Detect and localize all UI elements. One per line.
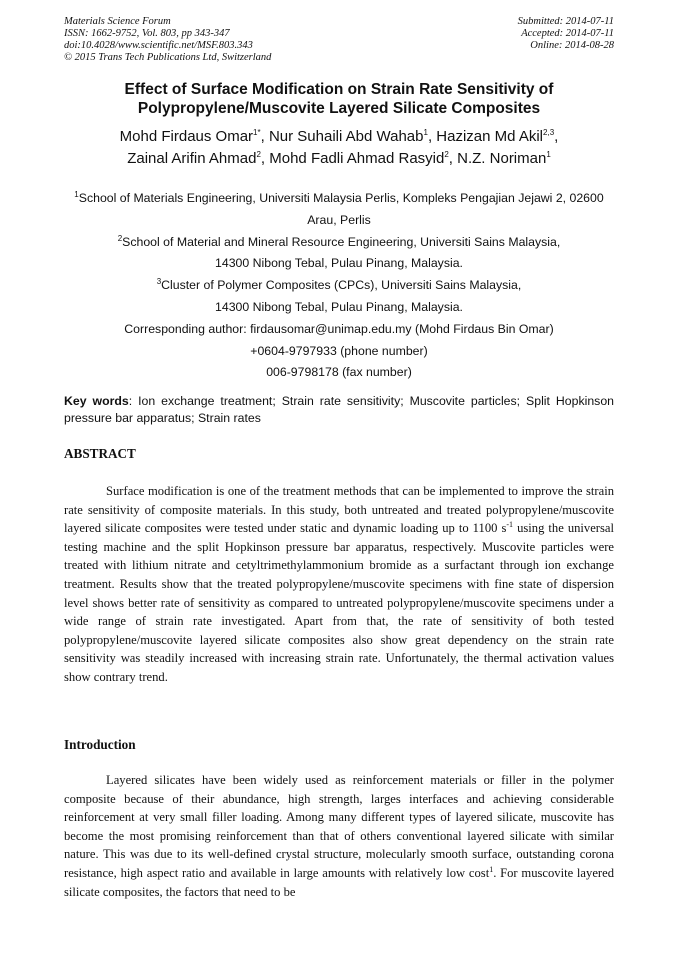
author-sep: , — [260, 150, 270, 167]
abstract-sup: -1 — [506, 520, 514, 529]
author-line — [64, 126, 614, 148]
affiliations — [64, 188, 614, 384]
author-name: Nur Suhaili Abd Wahab — [268, 128, 424, 145]
affiliation-line: 14300 Nibong Tebal, Pulau Pinang, Malaysia. — [215, 256, 463, 271]
author-name: N.Z. Noriman — [457, 150, 547, 167]
author-name: Mohd Firdaus Omar — [119, 128, 254, 145]
journal-info — [64, 16, 271, 64]
accepted-date: Accepted: 2014-07-11 — [521, 28, 614, 39]
doi-line: doi:10.4028/www.scientific.net/MSF.803.343 — [64, 40, 253, 51]
author-sup: 1* — [253, 128, 261, 137]
author-sep: , — [554, 128, 559, 145]
affiliation-text: School of Material and Mineral Resource Engineering, Universiti Sains Malaysia, — [122, 234, 561, 249]
abstract-text: using the universal testing machine and the split Hopkinson pressure bar apparatus, respectively. Muscovite particles were treated with lithium nitrate and cetyltrimethylammonium bromide as a surfactant through ion exchange treatment. Results show that the treated polypropylene/muscovite specimens with fine state of dispersion level shows better rate of sensitivity as compared to untreated polypropylene/muscovite specimens under a wide range of strain rate investigated. Apart from that, the rate of sensitivity of both tested polypropylene/muscovite layered silicate composites also show great dependency on the strain rate sensitivity was steadily increased with increasing strain rate. Unfortunately, the thermal activation values show contrary trend. — [64, 521, 614, 684]
author-sup: 2 — [256, 150, 261, 159]
author-sep: , — [427, 128, 437, 145]
submitted-date: Submitted: 2014-07-11 — [517, 16, 614, 27]
abstract-heading: ABSTRACT — [64, 446, 136, 461]
affiliation-line: Arau, Perlis — [307, 212, 371, 227]
affiliation-line — [64, 188, 614, 210]
author-name: Hazizan Md Akil — [436, 128, 544, 145]
introduction-body — [64, 771, 614, 901]
affiliation-sup: 3 — [156, 277, 162, 287]
submission-dates — [518, 16, 614, 52]
corresponding-author: Corresponding author: firdausomar@unimap.edu.my (Mohd Firdaus Bin Omar) — [124, 321, 554, 336]
issn-line: ISSN: 1662-9752, Vol. 803, pp 343-347 — [64, 28, 230, 39]
author-name: Zainal Arifin Ahmad — [127, 150, 257, 167]
author-line — [64, 148, 614, 170]
affiliation-line — [64, 232, 614, 254]
affiliation-sup: 1 — [74, 189, 79, 199]
keywords-label: Key words — [64, 394, 129, 408]
affiliation-line — [64, 275, 614, 297]
journal-name: Materials Science Forum — [64, 16, 171, 27]
affiliation-text: Cluster of Polymer Composites (CPCs), Universiti Sains Malaysia, — [161, 278, 522, 293]
author-sep: , — [448, 150, 458, 167]
introduction-text: Layered silicates have been widely used as reinforcement materials or filler in the polymer composite because of their abundance, high strength, larges interfaces and achieving considerable reinforcement at very small filler loading. Among many different types of layered silicate, muscovite has become the most promising reinforcement than that of others conventional layered silicate with similar nature. This was due to its well-defined crystal structure, molecularly smooth surface, outstanding corona resistance, high aspect ratio and available in large amounts with relatively low cost — [64, 773, 614, 880]
affiliation-text: School of Materials Engineering, Universiti Malaysia Perlis, Kompleks Pengajian Jejawi 2, 02600 — [78, 191, 604, 205]
fax-number: 006-9798178 (fax number) — [266, 365, 412, 380]
introduction-heading: Introduction — [64, 737, 136, 752]
copyright-line: © 2015 Trans Tech Publications Ltd, Switzerland — [64, 52, 272, 63]
phone-number: +0604-9797933 (phone number) — [250, 343, 428, 358]
author-name: Mohd Fadli Ahmad Rasyid — [269, 150, 445, 167]
author-list — [64, 126, 614, 170]
author-sep: , — [260, 128, 269, 145]
online-date: Online: 2014-08-28 — [530, 40, 614, 51]
title-line: Effect of Surface Modification on Strain Rate Sensitivity of — [124, 81, 554, 98]
author-sup: 1 — [546, 150, 551, 159]
paper-title — [64, 80, 614, 118]
affiliation-sup: 2 — [117, 233, 123, 243]
keywords-text: : Ion exchange treatment; Strain rate sensitivity; Muscovite particles; Split Hopkinson pressure bar apparatus; Strain rates — [64, 394, 614, 425]
abstract-text: Surface modification is one of the treatment methods that can be implemented to improve the strain rate sensitivity of composite materials. In this study, both untreated and treated polypropylene/muscovite layered silicate composites were tested under static and dynamic loading up to 1100 s — [64, 484, 614, 536]
abstract-body — [64, 482, 614, 687]
author-sup: 2 — [444, 150, 449, 159]
author-sup: 2,3 — [543, 128, 555, 137]
affiliation-line: 14300 Nibong Tebal, Pulau Pinang, Malaysia. — [215, 299, 463, 314]
author-sup: 1 — [423, 128, 428, 137]
title-line: Polypropylene/Muscovite Layered Silicate Composites — [137, 100, 541, 117]
introduction-text: . For muscovite layered silicate composites, the factors that need to be — [64, 865, 614, 899]
introduction-sup: 1 — [489, 864, 494, 874]
keywords — [64, 393, 614, 427]
